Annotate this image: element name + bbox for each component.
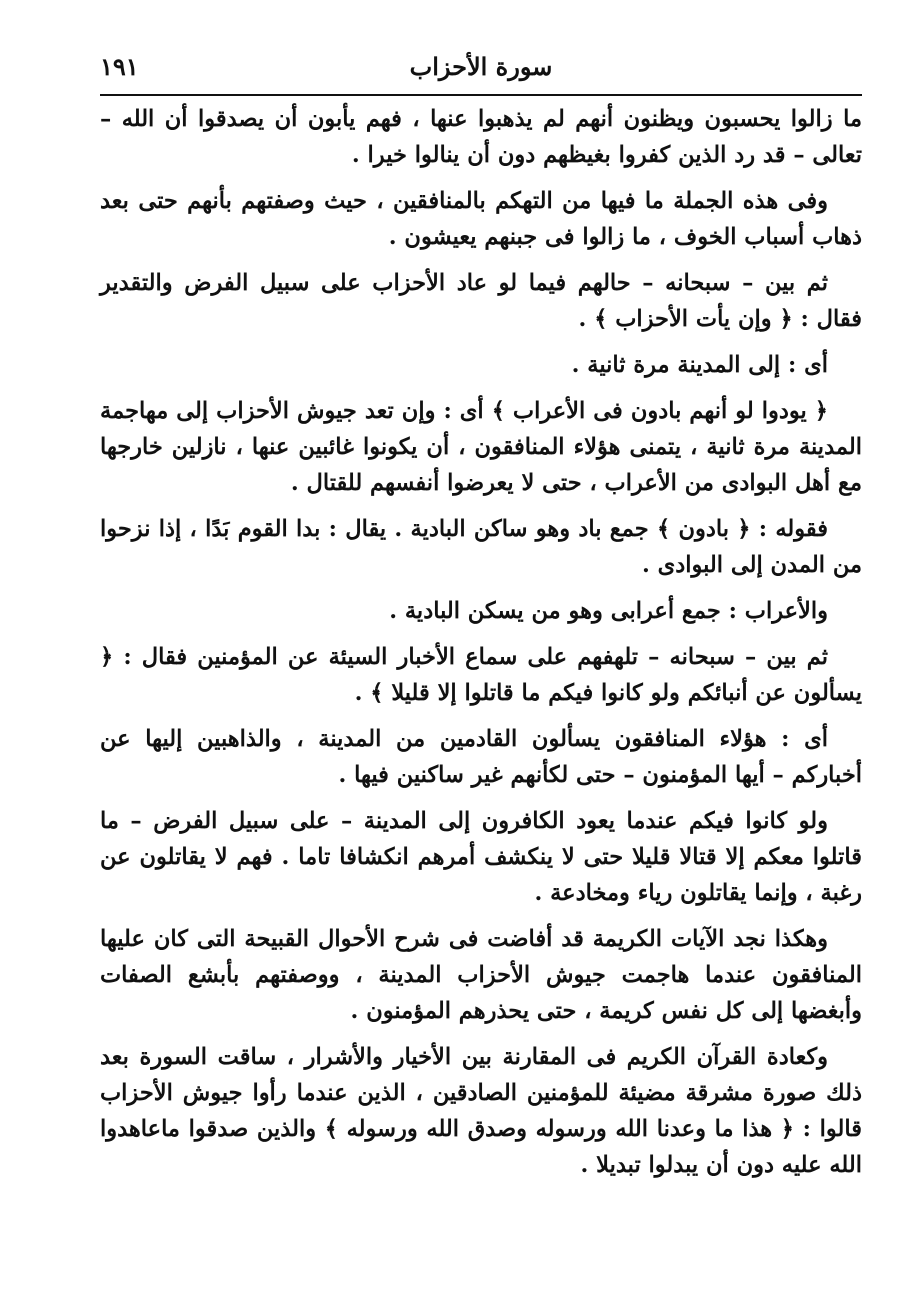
paragraph: وهكذا نجد الآيات الكريمة قد أفاضت فى شرح الأحوال القبيحة التى كان عليها المنافقون عندما هاجمت جيوش الأحزاب المدينة ، ووصفتهم بأبشع الصفات وأبغضها إلى كل نفس كريمة ، حتى يحذرهم المؤمنون . — [100, 926, 862, 1024]
paragraph: فقوله : ﴿ بادون ﴾ جمع باد وهو ساكن البادية . يقال : بدا القوم بَدًا ، إذا نزحوا من المدن إلى البوادى . — [100, 516, 862, 578]
paragraph: ما زالوا يحسبون ويظنون أنهم لم يذهبوا عنها ، فهم يأبون أن يصدقوا أن الله – تعالى – قد رد الذين كفروا بغيظهم دون أن ينالوا خيرا . — [100, 106, 862, 168]
paragraph: وكعادة القرآن الكريم فى المقارنة بين الأخيار والأشرار ، ساقت السورة بعد ذلك صورة مشرقة مضيئة للمؤمنين الصادقين ، الذين عندما رأوا جيوش الأحزاب قالوا : ﴿ هذا ما وعدنا الله ورسوله وصدق الله ورسوله ﴾ والذين صدقوا ماعاهدوا الله عليه دون أن يبدلوا تبديلا . — [100, 1044, 862, 1178]
paragraph: ثم بين – سبحانه – حالهم فيما لو عاد الأحزاب على سبيل الفرض والتقدير فقال : ﴿ وإن يأت الأحزاب ﴾ . — [100, 270, 862, 332]
page-header — [100, 44, 862, 92]
paragraph: وفى هذه الجملة ما فيها من التهكم بالمنافقين ، حيث وصفتهم بأنهم حتى بعد ذهاب أسباب الخوف ، ما زالوا فى جبنهم يعيشون . — [100, 188, 862, 250]
page-body — [100, 101, 862, 1193]
paragraph: ولو كانوا فيكم عندما يعود الكافرون إلى المدينة – على سبيل الفرض – ما قاتلوا معكم إلا قتالا قليلا حتى لا ينكشف أمرهم انكشافا تاما . فهم لا يقاتلون عن رغبة ، وإنما يقاتلون رياء ومخادعة . — [100, 808, 862, 906]
paragraph: ﴿ يودوا لو أنهم بادون فى الأعراب ﴾ أى : وإن تعد جيوش الأحزاب إلى مهاجمة المدينة مرة ثانية ، يتمنى هؤلاء المنافقون ، أن يكونوا غائبين عنها ، نازلين خارجها مع أهل البوادى من الأعراب ، حتى لا يعرضوا أنفسهم للقتال . — [100, 398, 862, 496]
paragraph: أى : إلى المدينة مرة ثانية . — [571, 352, 828, 378]
paragraph: أى : هؤلاء المنافقون يسألون القادمين من المدينة ، والذاهبين إليها عن أخباركم – أيها المؤمنون – حتى لكأنهم غير ساكنين فيها . — [100, 726, 862, 788]
paragraph: والأعراب : جمع أعرابى وهو من يسكن البادية . — [389, 598, 828, 624]
page-number: ١٩١ — [100, 52, 139, 81]
paragraph: ثم بين – سبحانه – تلهفهم على سماع الأخبار السيئة عن المؤمنين فقال : ﴿ يسألون عن أنبائكم ولو كانوا فيكم ما قاتلوا إلا قليلا ﴾ . — [100, 644, 862, 706]
header-divider — [100, 94, 862, 96]
surah-title: سورة الأحزاب — [409, 52, 553, 81]
